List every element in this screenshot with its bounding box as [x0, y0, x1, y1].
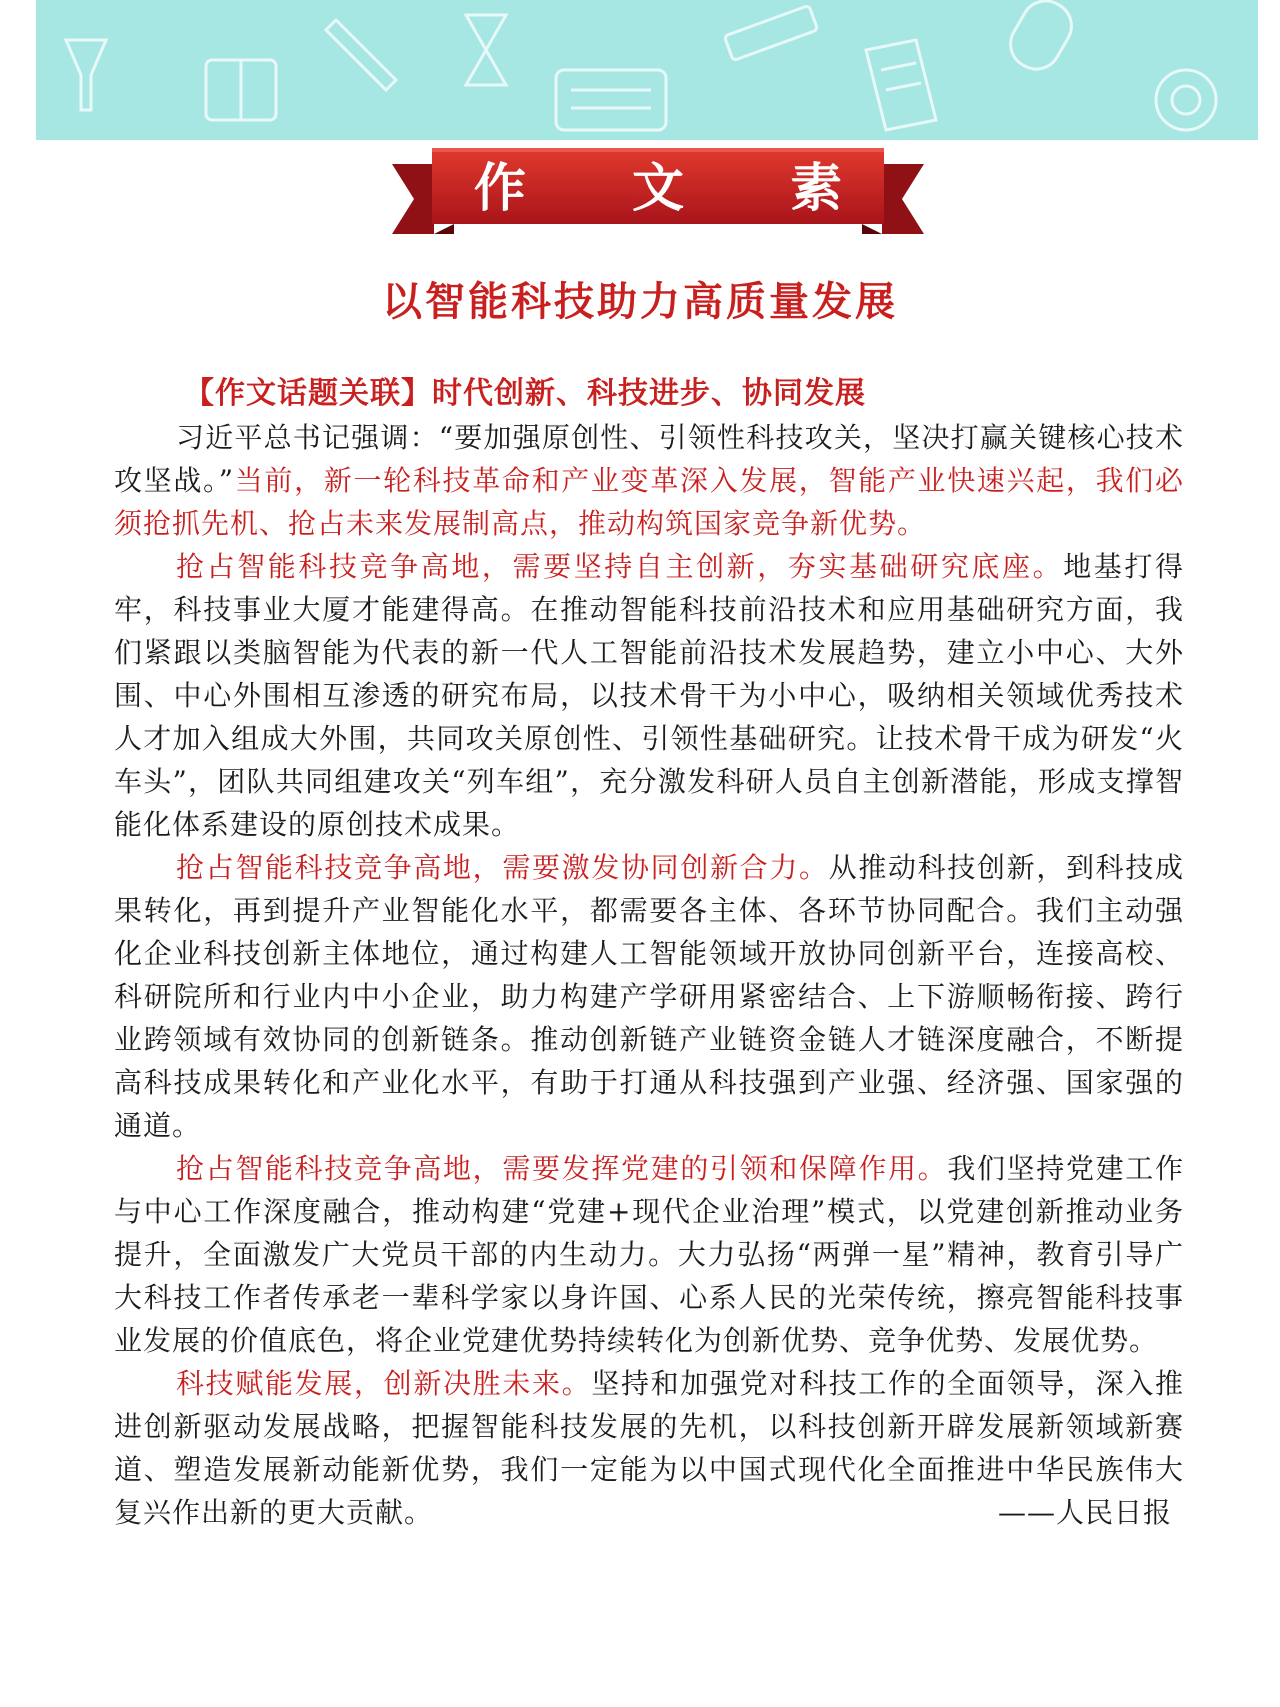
paragraph-4	[114, 1147, 1184, 1362]
article-title: 以智能科技助力高质量发展	[382, 278, 898, 325]
paragraph-4-heading: 抢占智能科技竞争高地，需要发挥党建的引领和保障作用。	[176, 1152, 948, 1185]
paragraph-3	[114, 846, 1184, 1147]
section-ribbon	[392, 142, 924, 289]
topic-association-line	[184, 372, 1184, 416]
topic-keywords: 时代创新、科技进步、协同发展	[432, 376, 866, 411]
topic-bracket-label: 【作文话题关联】	[184, 376, 432, 411]
stationery-pattern-icons	[36, 0, 1258, 140]
paragraph-3-body: 从推动科技创新，到科技成果转化，再到提升产业智能化水平，都需要各主体、各环节协同配合。我们主动强化企业科技创新主体地位，通过构建人工智能领域开放协同创新平台，连接高校、科研院所和行业内中小企业，助力构建产学研用紧密结合、上下游顺畅衔接、跨行业跨领域有效协同的创新链条。推动创新链产业链资金链人才链深度融合，不断提高科技成果转化和产业化水平，有助于打通从科技强到产业强、经济强、国家强的通道。	[114, 851, 1184, 1142]
paragraph-1-highlight: 当前，新一轮科技革命和产业变革深入发展，智能产业快速兴起，我们必须抢抓先机、抢占未来发展制高点，推动构筑国家竞争新优势。	[114, 464, 1184, 540]
paragraph-5-body: 坚持和加强党对科技工作的全面领导，深入推进创新驱动发展战略，把握智能科技发展的先机，以科技创新开辟发展新领域新赛道、塑造发展新动能新优势，我们一定能为以中国式现代化全面推进中华民族伟大复兴作出新的更大贡献。	[114, 1367, 1184, 1529]
ribbon-label: 作 文 素 材	[473, 158, 887, 289]
paragraph-5-heading: 科技赋能发展，创新决胜未来。	[176, 1367, 592, 1400]
paragraph-2-body: 地基打得牢，科技事业大厦才能建得高。在推动智能科技前沿技术和应用基础研究方面，我们紧跟以类脑智能为代表的新一代人工智能前沿技术发展趋势，建立小中心、大外围、中心外围相互渗透的研究布局，以技术骨干为小中心，吸纳相关领域优秀技术人才加入组成大外围，共同攻关原创性、引领性基础研究。让技术骨干成为研发“火车头”，团队共同组建攻关“列车组”，充分激发科研人员自主创新潜能，形成支撑智能化体系建设的原创技术成果。	[114, 550, 1184, 841]
paragraph-2	[114, 545, 1184, 846]
paragraph-4-body: 我们坚持党建工作与中心工作深度融合，推动构建“党建+现代企业治理”模式，以党建创新推动业务提升，全面激发广大党员干部的内生动力。大力弘扬“两弹一星”精神，教育引导广大科技工作者传承老一辈科学家以身许国、心系人民的光荣传统，擦亮智能科技事业发展的价值底色，将企业党建优势持续转化为创新优势、竞争优势、发展优势。	[114, 1152, 1184, 1357]
decorative-header-banner	[36, 0, 1258, 140]
source-attribution: ——人民日报	[997, 1496, 1172, 1529]
paragraph-2-heading: 抢占智能科技竞争高地，需要坚持自主创新，夯实基础研究底座。	[176, 550, 1064, 583]
paragraph-5	[114, 1362, 1184, 1534]
article-body	[114, 372, 1184, 1534]
paragraph-1-quote: 习近平总书记强调：“要加强原创性、引领性科技攻关，坚决打赢关键核心技术攻坚战。”	[114, 421, 1184, 497]
paragraph-3-heading: 抢占智能科技竞争高地，需要激发协同创新合力。	[176, 851, 829, 884]
paragraph-1	[114, 416, 1184, 545]
